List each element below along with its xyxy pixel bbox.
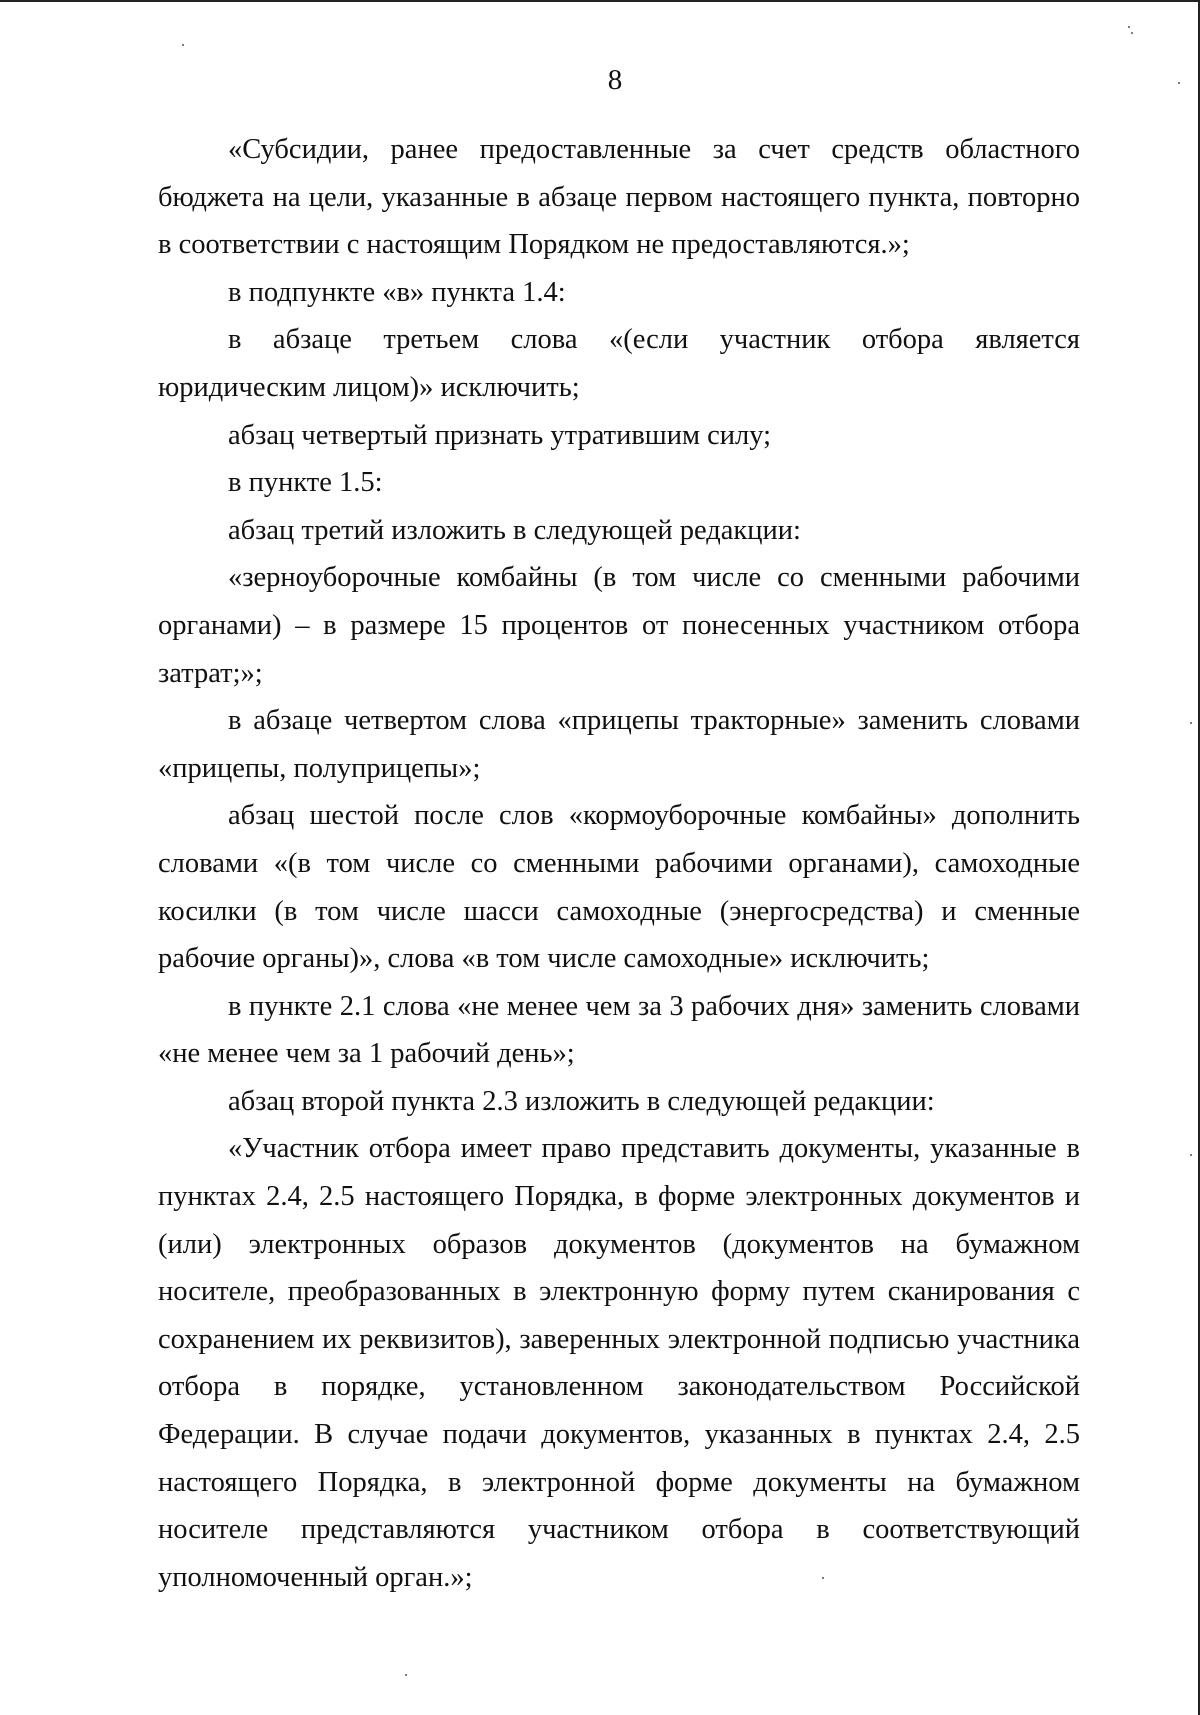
document-body bbox=[158, 126, 1080, 1601]
paragraph: в абзаце четвертом слова «прицепы тракторные» заменить словами «прицепы, полуприцепы»; bbox=[158, 705, 1080, 784]
page-number: 8 bbox=[607, 64, 623, 96]
paragraph: в абзаце третьем слова «(если участник отбора является юридическим лицом)» исключить; bbox=[158, 324, 1080, 403]
scan-speck bbox=[1131, 32, 1133, 34]
paragraph: абзац шестой после слов «кормоуборочные комбайны» дополнить словами «(в том числе со сменными рабочими органами), самоходные косилки (в том числе шасси самоходные (энергосредства) и сменные рабочие органы)», слова «в том числе самоходные» исключить; bbox=[158, 800, 1080, 975]
paragraph: «Субсидии, ранее предоставленные за счет средств областного бюджета на цели, указанные в абзаце первом настоящего пункта, повторно в соответствии с настоящим Порядком не предоставляются.»; bbox=[158, 134, 1080, 261]
scan-speck bbox=[1190, 1154, 1192, 1156]
paragraph: в подпункте «в» пункта 1.4: bbox=[228, 276, 566, 308]
scan-speck bbox=[405, 1674, 407, 1676]
paragraph: в пункте 2.1 слова «не менее чем за 3 рабочих дня» заменить словами «не менее чем за 1 рабочий день»; bbox=[158, 990, 1080, 1070]
scan-speck bbox=[822, 1577, 824, 1579]
scan-speck bbox=[1128, 26, 1130, 28]
paragraph: «зерноуборочные комбайны (в том числе со сменными рабочими органами) – в размере 15 процентов от понесенных участником отбора затрат;»; bbox=[158, 562, 1080, 689]
paragraph: абзац второй пункта 2.3 изложить в следующей редакции: bbox=[228, 1085, 935, 1117]
paragraph: абзац третий изложить в следующей редакции: bbox=[228, 514, 801, 546]
scan-speck bbox=[182, 44, 184, 46]
paragraph: в пункте 1.5: bbox=[228, 467, 383, 499]
scan-speck bbox=[1190, 722, 1192, 724]
paragraph: абзац четвертый признать утратившим силу; bbox=[228, 419, 772, 451]
paragraph: «Участник отбора имеет право представить документы, указанные в пунктах 2.4, 2.5 настоящего Порядка, в форме электронных документов и (или) электронных образов документов (документов на бумажном носителе, преобразованных в электронную форму путем сканирования с сохранением их реквизитов), заверенных электронной подписью участника отбора в порядке, установленном законодательством Российской Федерации. В случае подачи документов, указанных в пунктах 2.4, 2.5 настоящего Порядка, в электронной форме документы на бумажном носителе представляются участником отбора в соответствующий уполномоченный орган.»; bbox=[158, 1133, 1080, 1593]
scan-speck bbox=[1178, 82, 1180, 84]
